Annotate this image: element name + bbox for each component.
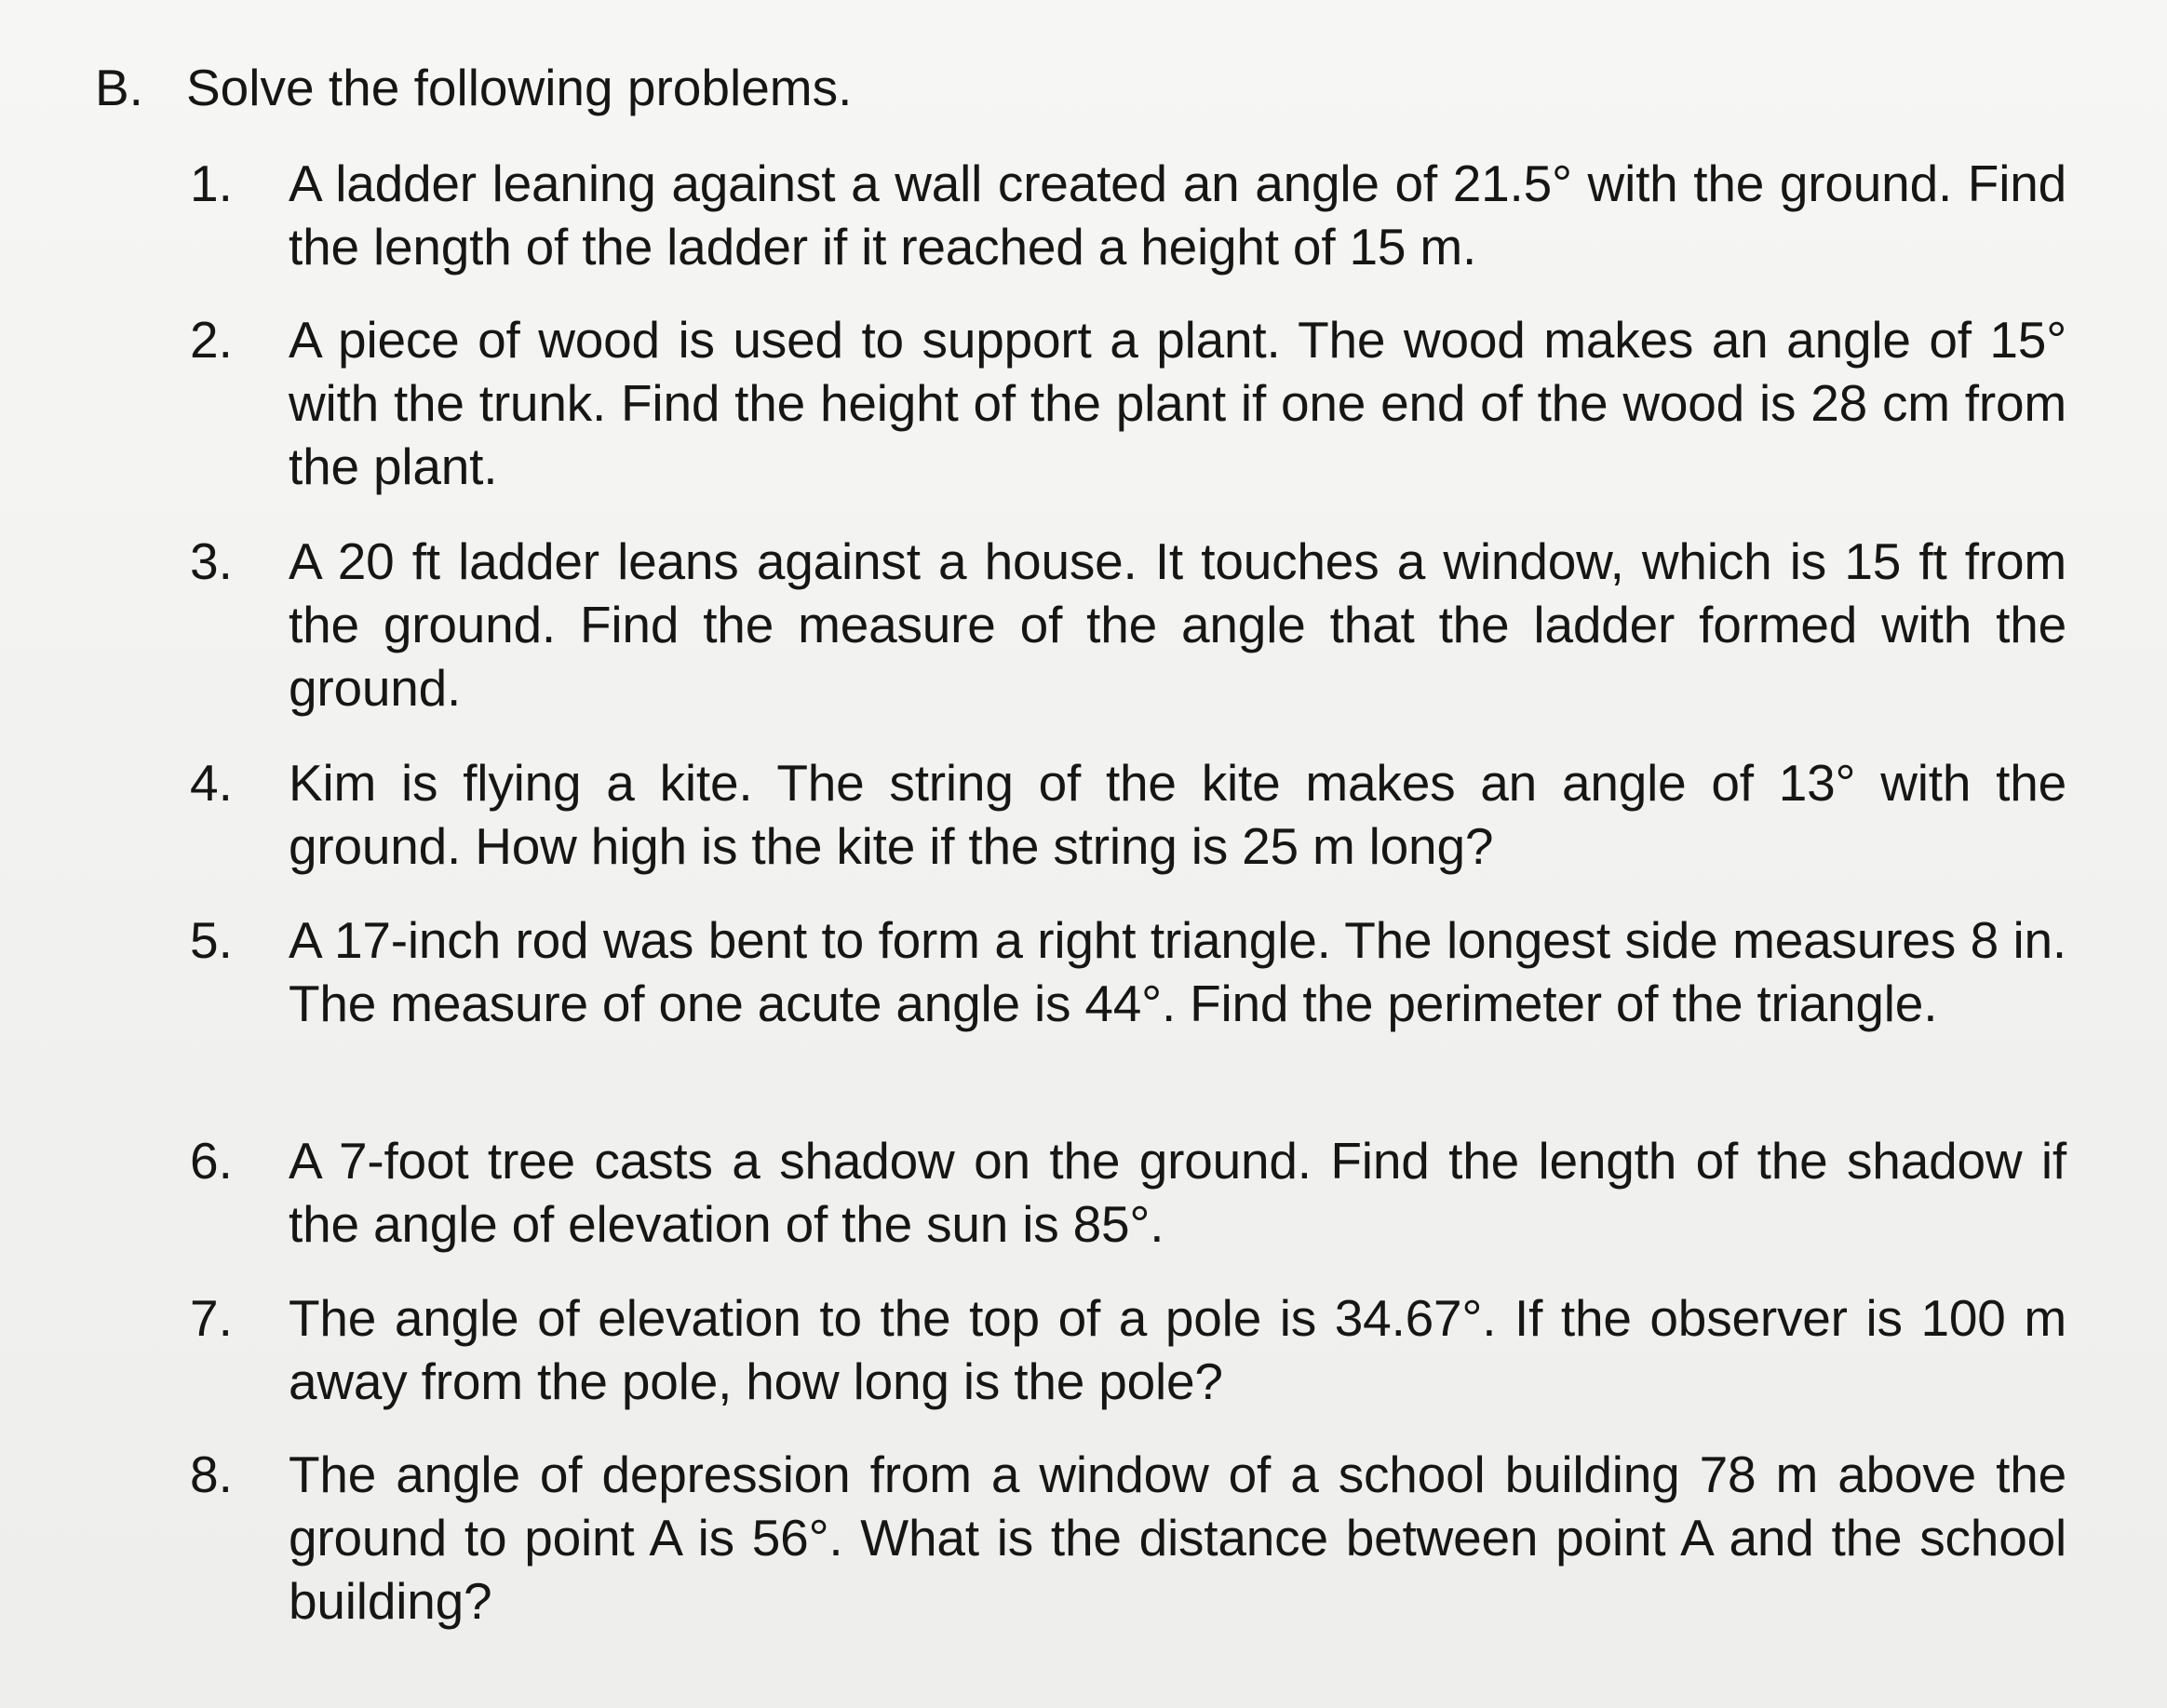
problem-text: A ladder leaning against a wall created an angle of 21.5° with the ground. Find the length of the ladder if it reached a height of 15 m. xyxy=(289,155,2066,276)
problem-text: A 17-inch rod was bent to form a right triangle. The longest side measures 8 in. The measure of one acute angle is 44°. Find the perimeter of the triangle. xyxy=(289,911,2066,1032)
problem-number: 8. xyxy=(190,1446,233,1503)
problem-number: 5. xyxy=(190,911,233,969)
problem-text: A 20 ft ladder leans against a house. It touches a window, which is 15 ft from the ground. Find the measure of the angle that the ladder formed with the ground. xyxy=(289,532,2066,717)
section-letter: B. xyxy=(95,59,143,116)
problem-text: The angle of elevation to the top of a pole is 34.67°. If the observer is 100 m away from the pole, how long is the pole? xyxy=(289,1289,2066,1410)
problem-text: A piece of wood is used to support a plant. The wood makes an angle of 15° with the trunk. Find the height of the plant if one end of the wood is 28 cm from the plant. xyxy=(289,311,2066,495)
problem-number: 6. xyxy=(190,1132,233,1190)
section-heading xyxy=(95,54,852,121)
problem-number: 2. xyxy=(190,311,233,369)
problem-number: 7. xyxy=(190,1289,233,1347)
problem-text: Kim is flying a kite. The string of the kite makes an angle of 13° with the ground. How high is the kite if the string is 25 m long? xyxy=(289,754,2066,875)
section-title: Solve the following problems. xyxy=(186,59,853,116)
problem-number: 4. xyxy=(190,754,233,812)
problem-text: A 7-foot tree casts a shadow on the ground. Find the length of the shadow if the angle of elevation of the sun is 85°. xyxy=(289,1132,2066,1253)
problem-number: 1. xyxy=(190,155,233,212)
problem-number: 3. xyxy=(190,532,233,590)
problem-text: The angle of depression from a window of a school building 78 m above the ground to point A is 56°. What is the distance between point A and the school building? xyxy=(289,1446,2066,1630)
